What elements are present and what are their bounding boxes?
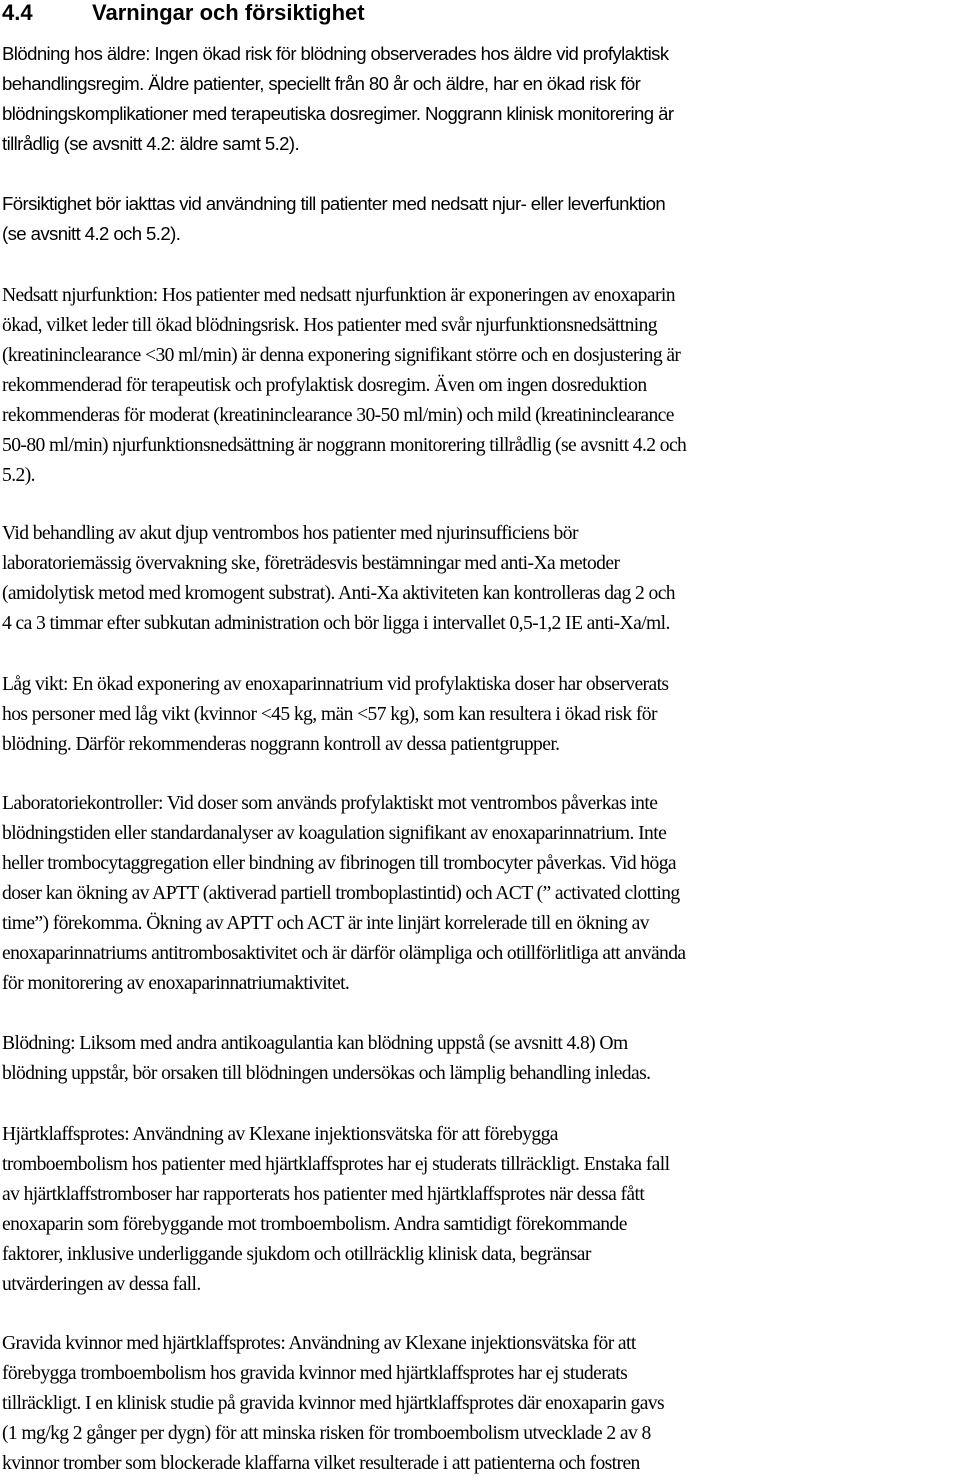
text-line: Försiktighet bör iakttas vid användning till patienter med nedsatt njur- eller leverfunktion <box>2 193 666 214</box>
text-line: blödningstiden eller standardanalyser av koagulation signifikant av enoxaparinnatrium. Inte <box>2 823 667 844</box>
text-line: (amidolytisk metod med kromogent substrat). Anti-Xa aktiviteten kan kontrolleras dag 2 och <box>2 583 675 604</box>
paragraph-bleeding <box>2 1029 960 1089</box>
text-line: enoxaparin som förebyggande mot tromboembolism. Andra samtidigt förekommande <box>2 1214 627 1235</box>
paragraph-pregnant-heart-valve <box>2 1329 960 1479</box>
text-line: rekommenderad för terapeutisk och profylaktisk dosregim. Även om ingen dosreduktion <box>2 375 647 396</box>
text-line: Hjärtklaffsprotes: Användning av Klexane injektionsvätska för att förebygga <box>2 1124 558 1145</box>
text-line: time”) förekomma. Ökning av APTT och ACT är inte linjärt korrelerade till en ökning av <box>2 913 649 934</box>
text-line: 50-80 ml/min) njurfunktionsnedsättning är noggrann monitorering tillrådlig (se avsnitt 4.2 och <box>2 435 687 456</box>
paragraph-laboratory-controls <box>2 789 960 999</box>
text-line: doser kan ökning av APTT (aktiverad partiell tromboplastintid) och ACT (” activated clotting <box>2 883 680 904</box>
text-line: behandlingsregim. Äldre patienter, speciellt från 80 år och äldre, har en ökad risk för <box>2 73 641 94</box>
text-line: tillräckligt. I en klinisk studie på gravida kvinnor med hjärtklaffsprotes där enoxaparin gavs <box>2 1393 665 1414</box>
text-line: tromboembolism hos patienter med hjärtklaffsprotes har ej studerats tillräckligt. Enstaka fall <box>2 1154 670 1175</box>
paragraph-bleeding-elderly <box>2 39 960 159</box>
text-line: Laboratoriekontroller: Vid doser som används profylaktiskt mot ventrombos påverkas inte <box>2 793 658 814</box>
text-line: hos personer med låg vikt (kvinnor <45 kg, män <57 kg), som kan resultera i ökad risk för <box>2 704 657 725</box>
text-line: ökad, vilket leder till ökad blödningsrisk. Hos patienter med svår njurfunktionsnedsättning <box>2 315 658 336</box>
section-title: Varningar och försiktighet <box>92 0 365 25</box>
text-line: enoxaparinnatriums antitrombosaktivitet och är därför olämpliga och otillförlitliga att använda <box>2 943 686 964</box>
text-line: Låg vikt: En ökad exponering av enoxaparinnatrium vid profylaktiska doser har observerats <box>2 674 669 695</box>
text-line: förebygga tromboembolism hos gravida kvinnor med hjärtklaffsprotes har ej studerats <box>2 1363 628 1384</box>
text-line: av hjärtklaffstromboser har rapporterats hos patienter med hjärtklaffsprotes när dessa fått <box>2 1184 645 1205</box>
text-line: 4 ca 3 timmar efter subkutan administration och bör ligga i intervallet 0,5-1,2 IE anti-Xa/ml. <box>2 613 670 634</box>
text-line: för monitorering av enoxaparinnatriumaktivitet. <box>2 973 350 994</box>
text-line: faktorer, inklusive underliggande sjukdom och otillräcklig klinisk data, begränsar <box>2 1244 591 1265</box>
text-line: (1 mg/kg 2 gånger per dygn) för att minska risken för tromboembolism utvecklade 2 av 8 <box>2 1423 651 1444</box>
text-line: blödning. Därför rekommenderas noggrann kontroll av dessa patientgrupper. <box>2 734 560 755</box>
text-line: (se avsnitt 4.2 och 5.2). <box>2 223 181 244</box>
section-number: 4.4 <box>2 0 33 25</box>
text-line: laboratoriemässig övervakning ske, företrädesvis bestämningar med anti-Xa metoder <box>2 553 620 574</box>
text-line: kvinnor tromber som blockerade klaffarna vilket resulterade i att patienterna och fostren <box>2 1453 640 1474</box>
paragraph-heart-valve-prosthesis <box>2 1120 960 1300</box>
paragraph-caution-renal-hepatic <box>2 189 960 249</box>
text-line: Blödning hos äldre: Ingen ökad risk för blödning observerades hos äldre vid profylaktisk <box>2 43 669 64</box>
section-heading <box>2 0 365 28</box>
text-line: rekommenderas för moderat (kreatininclearance 30-50 ml/min) och mild (kreatininclearance <box>2 405 674 426</box>
text-line: 5.2). <box>2 465 35 486</box>
paragraph-renal-impairment <box>2 281 960 491</box>
text-line: Blödning: Liksom med andra antikoagulantia kan blödning uppstå (se avsnitt 4.8) Om <box>2 1033 628 1054</box>
text-line: blödningskomplikationer med terapeutiska dosregimer. Noggrann klinisk monitorering är <box>2 103 674 124</box>
text-line: Gravida kvinnor med hjärtklaffsprotes: Användning av Klexane injektionsvätska för att <box>2 1333 636 1354</box>
text-line: heller trombocytaggregation eller bindning av fibrinogen till trombocyter påverkas. Vid höga <box>2 853 677 874</box>
text-line: (kreatininclearance <30 ml/min) är denna exponering signifikant större och en dosjustering är <box>2 345 681 366</box>
text-line: blödning uppstår, bör orsaken till blödningen undersökas och lämplig behandling inledas. <box>2 1063 651 1084</box>
text-line: Vid behandling av akut djup ventrombos hos patienter med njurinsufficiens bör <box>2 523 578 544</box>
text-line: tillrådlig (se avsnitt 4.2: äldre samt 5.2). <box>2 133 300 154</box>
paragraph-dvt-renal-insufficiency <box>2 519 960 639</box>
text-line: Nedsatt njurfunktion: Hos patienter med nedsatt njurfunktion är exponeringen av enoxaparin <box>2 285 675 306</box>
text-line: utvärderingen av dessa fall. <box>2 1274 201 1295</box>
paragraph-low-weight <box>2 670 960 760</box>
